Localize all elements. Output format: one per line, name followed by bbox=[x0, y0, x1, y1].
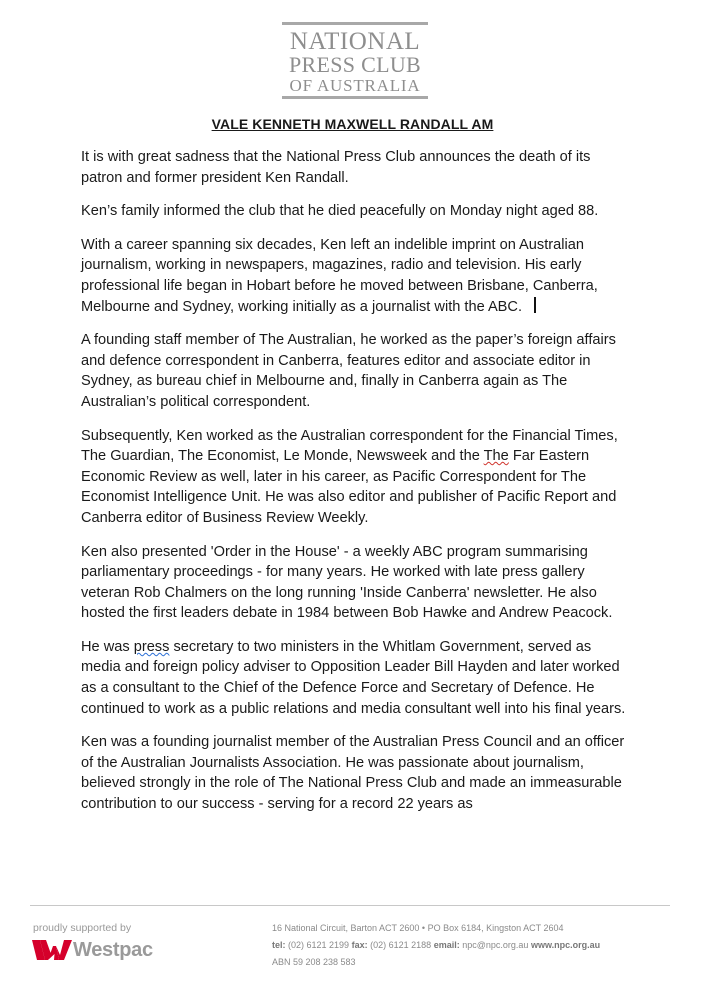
paragraph-5-part-a: Subsequently, Ken worked as the Australian correspondent for the Financial Times, The Guardian, The Economist, Le Monde, Newsweek and the bbox=[81, 427, 618, 465]
email-value[interactable]: npc@npc.org.au bbox=[462, 940, 529, 950]
tel-label: tel: bbox=[272, 940, 286, 950]
website-link[interactable]: www.npc.org.au bbox=[530, 940, 601, 950]
grammar-flag-press[interactable]: press bbox=[133, 638, 170, 655]
email-label: email: bbox=[433, 940, 460, 950]
logo-top-rule bbox=[282, 22, 428, 25]
paragraph-7 bbox=[81, 637, 626, 719]
logo-bottom-rule bbox=[282, 96, 428, 99]
logo-line-2: PRESS CLUB bbox=[289, 52, 421, 77]
paragraph-3 bbox=[81, 235, 626, 317]
document-title: VALE KENNETH MAXWELL RANDALL AM bbox=[211, 116, 494, 132]
logo-line-1: NATIONAL bbox=[289, 28, 421, 55]
address-line: 16 National Circuit, Barton ACT 2600 • PO Box 6184, Kingston ACT 2604 bbox=[272, 923, 564, 933]
fax-label: fax: bbox=[351, 940, 368, 950]
paragraph-6: Ken also presented 'Order in the House' - a weekly ABC program summarising parliamentary proceedings - for many years. He worked with late press gallery veteran Rob Chalmers on the long running 'Inside Canberra' newsletter. He also hosted the first leaders debate in 1984 between Bob Hawke and Andrew Peacock. bbox=[81, 543, 613, 622]
paragraph-1: It is with great sadness that the National Press Club announces the death of its patron and former president Ken Randall. bbox=[81, 149, 591, 186]
contact-line bbox=[272, 937, 600, 954]
logo-line-3: OF AUSTRALIA bbox=[289, 76, 421, 95]
paragraph-7-part-a: He was bbox=[81, 638, 134, 655]
spelling-flag-the[interactable]: The bbox=[483, 448, 509, 465]
paragraph-8: Ken was a founding journalist member of the Australian Press Council and an officer of the Australian Journalists Association. He was passionate about journalism, believed strongly in the role of The National Press Club and made an immeasurable contribution to our success - serving for a record 22 years as bbox=[81, 734, 625, 813]
westpac-w-icon bbox=[32, 939, 72, 961]
paragraph-5 bbox=[81, 426, 626, 529]
document-body[interactable] bbox=[81, 147, 626, 828]
paragraph-2: Ken’s family informed the club that he died peacefully on Monday night aged 88. bbox=[81, 203, 599, 220]
paragraph-3-text: With a career spanning six decades, Ken left an indelible imprint on Australian journalism, working in newspapers, magazines, radio and television. His early professional life began in Hobart before he moved between Brisbane, Canberra, Melbourne and Sydney, working initially as a journalist with the ABC. bbox=[81, 236, 598, 315]
westpac-wordmark: Westpac bbox=[73, 938, 153, 961]
supported-by-label: proudly supported by bbox=[33, 922, 132, 934]
paragraph-4: A founding staff member of The Australian, he worked as the paper’s foreign affairs and defence correspondent in Canberra, features editor and associate editor in Sydney, as bureau chief in Melbourne and, finally in Canberra again as The Australian’s political correspondent. bbox=[81, 332, 616, 410]
paragraph-5-part-c: Far Eastern Economic Review as well, later in his career, as Pacific Correspondent for The Economist Intelligence Unit. He was also editor and publisher of Pacific Report and Canberra editor of Business Review Weekly. bbox=[81, 448, 617, 526]
westpac-logo bbox=[32, 938, 153, 962]
contact-block bbox=[272, 920, 600, 971]
npc-logo bbox=[282, 22, 428, 102]
abn-line: ABN 59 208 238 583 bbox=[272, 957, 356, 967]
paragraph-7-part-c: secretary to two ministers in the Whitlam Government, served as media and foreign policy adviser to Opposition Leader Bill Hayden and later worked as a consultant to the Chief of the Defence Force and Secretary of Defence. He continued to work as a public relations and media consultant well into his final years. bbox=[81, 638, 626, 717]
fax-value: (02) 6121 2188 bbox=[370, 940, 432, 950]
text-cursor bbox=[534, 297, 536, 313]
tel-value: (02) 6121 2199 bbox=[288, 940, 350, 950]
footer-divider bbox=[30, 905, 670, 906]
